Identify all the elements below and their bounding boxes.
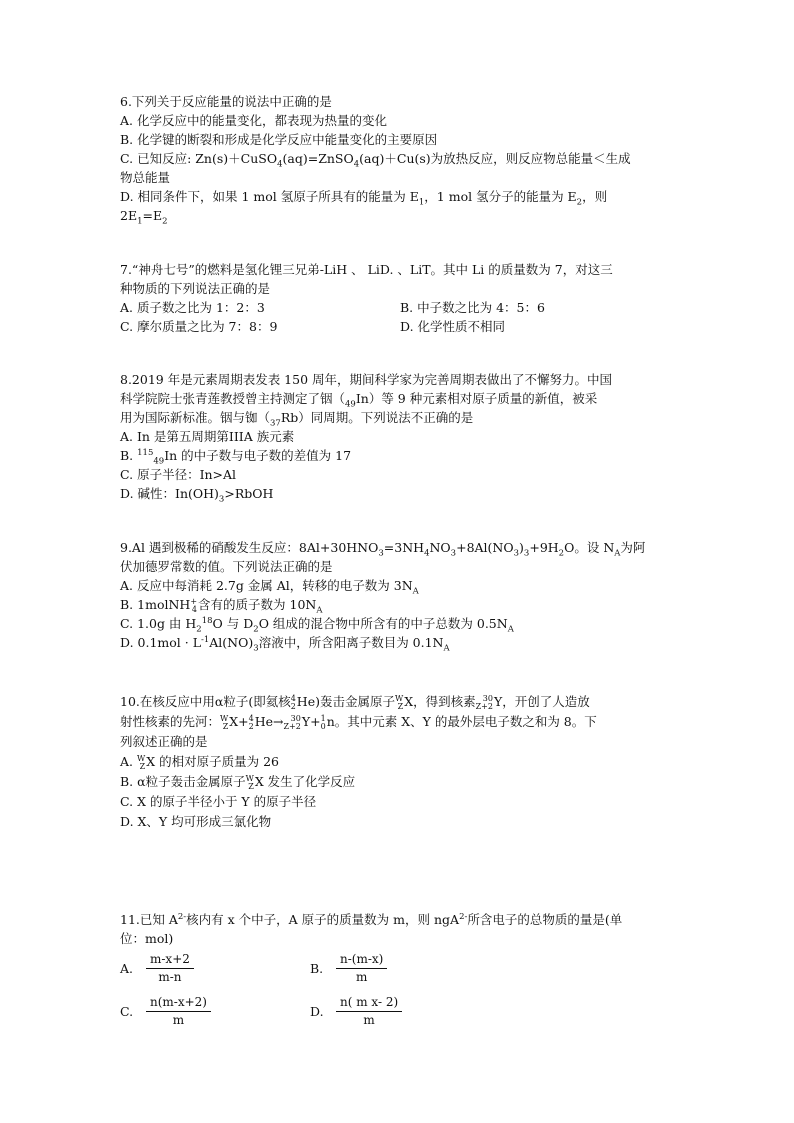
q7-options-row-2 [120,317,680,336]
q11-stem-2: 位：mol) [120,931,174,946]
q8-stem-2: 科学院院士张青莲教授曾主持测定了铟$(_{49}In)$等 9 种元素相对原子质量的新值，被采 [120,391,598,410]
q7-options-row-1 [120,298,680,317]
q8-stem-3: 用为国际新标准。铟与铷$(_{37}Rb)$同周期。下列说法不正确的是 [120,410,474,429]
question-8 [120,370,680,503]
q8-option-a: A. In 是第五周期第IIIA 族元素 [120,429,295,444]
q6-option-c-cont: 物总能量 [120,170,171,185]
q11-option-a-fraction: $\frac{m-x+2}{m-n}$ [146,951,194,986]
q7-option-c: C. 摩尔质量之比为 7：8：9 [120,319,278,334]
q9-option-d: D. $0.1mol \cdot L^{-1}Al(NO)_3$溶液中，所含阳离子数目为 $0.1N_A$ [120,634,450,654]
q8-option-d: D. 碱性：$In(OH)_3>RbOH$ [120,486,274,505]
q11-option-b: B. $\frac{n-(m-x)}{m}$ [310,951,510,986]
question-6 [120,92,680,225]
q11-options [120,951,680,1029]
q11-option-a: A. $\frac{m-x+2}{m-n}$ [120,951,310,986]
q9-option-c: C. 1.0g 由 $H_2^{18}O$ 与 $D_2O$ 组成的混合物中所含有的中子总数为 $0.5N_A$ [120,615,514,635]
question-10 [120,692,680,832]
q11-option-c: C. $\frac{n(m-x+2)}{m}$ [120,994,310,1029]
q9-option-b: B. 1molNH + 4 含有的质子数为 $10N_A$ [120,596,323,616]
q10-stem-3: 列叙述正确的是 [120,734,208,749]
q10-option-d: D. X、Y 均可形成三氯化物 [120,814,272,829]
question-7 [120,260,680,336]
q10-stem-2: 射性核素的先河： W Z X+ 4 2 He→ 30 Z+2 Y+ 1 0 n。其中元素 X、Y 的最外层电子数之和为 8。下 [120,713,597,731]
question-11 [120,910,680,1029]
q10-option-b: B. α粒子轰击金属原子 W Z X 发生了化学反应 [120,773,356,791]
q7-option-a: A. 质子数之比为 1：2：3 [120,300,265,315]
q11-option-d: D. $\frac{\text{n( m x- 2)}}{m}$ [310,994,510,1029]
q7-option-d: D. 化学性质不相同 [400,319,506,334]
q6-option-d: D. 相同条件下，如果 1 mol 氢原子所具有的能量为 $E_1$，1 mol 氢分子的能量为 $E_2$，则 [120,189,608,208]
q8-stem-1: 8.2019 年是元素周期表发表 150 周年，期间科学家为完善周期表做出了不懈努力。中国 [120,372,613,387]
q9-stem-1: 9.Al 遇到极稀的硝酸发生反应：$8Al+30HNO_3=3NH_4NO_3+8Al(NO_3)_3+9H_2O$。设 $N_A$为阿 [120,540,646,559]
q8-option-b: B. $^{115}_{49}$In 的中子数与电子数的差值为 17 [120,447,352,467]
q7-stem-1: 7.“神舟七号”的燃料是氢化锂三兄弟-LiH 、 LiD. 、LiT。其中 Li 的质量数为 7，对这三 [120,262,613,277]
q6-stem: 6.下列关于反应能量的说法中正确的是 [120,94,332,109]
q8-option-c: C. 原子半径：In>Al [120,467,237,482]
q6-option-b: B. 化学键的断裂和形成是化学反应中能量变化的主要原因 [120,132,438,147]
q6-option-c: C. 已知反应: Zn(s)＋CuSO$_4$(aq)=ZnSO$_4$(aq)＋Cu(s)为放热反应，则反应物总能量＜生成 [120,151,631,170]
q6-option-a: A. 化学反应中的能量变化，都表现为热量的变化 [120,113,387,128]
q10-option-c: C. X 的原子半径小于 Y 的原子半径 [120,794,317,809]
q11-stem-1: 11.已知 $A^{2-}$核内有 x 个中子，A 原子的质量数为 m，则 ngA$^{2-}$所含电子的总物质的量是(单 [120,911,623,927]
q11-option-c-fraction: $\frac{n(m-x+2)}{m}$ [146,994,211,1029]
q6-option-d-cont: $2E_1=E_2$ [120,208,168,227]
q10-stem-1: 10.在核反应中用α粒子(即氦核 4 2 He)轰击金属原子 W Z X，得到核素 30 Z+2 Y，开创了人造放 [120,693,590,711]
q7-stem-2: 种物质的下列说法正确的是 [120,281,271,296]
q11-option-d-fraction: $\frac{\text{n( m x- 2)}}{m}$ [336,994,402,1029]
q7-option-b: B. 中子数之比为 4：5：6 [400,300,545,315]
q9-option-a: A. 反应中每消耗 2.7g 金属 Al，转移的电子数为 $3N_A$ [120,578,419,597]
question-9 [120,538,680,652]
q10-option-a: A. W Z X 的相对原子质量为 26 [120,753,279,771]
q11-option-b-fraction: $\frac{n-(m-x)}{m}$ [336,951,387,986]
q9-stem-2: 伏加德罗常数的值。下列说法正确的是 [120,559,333,574]
